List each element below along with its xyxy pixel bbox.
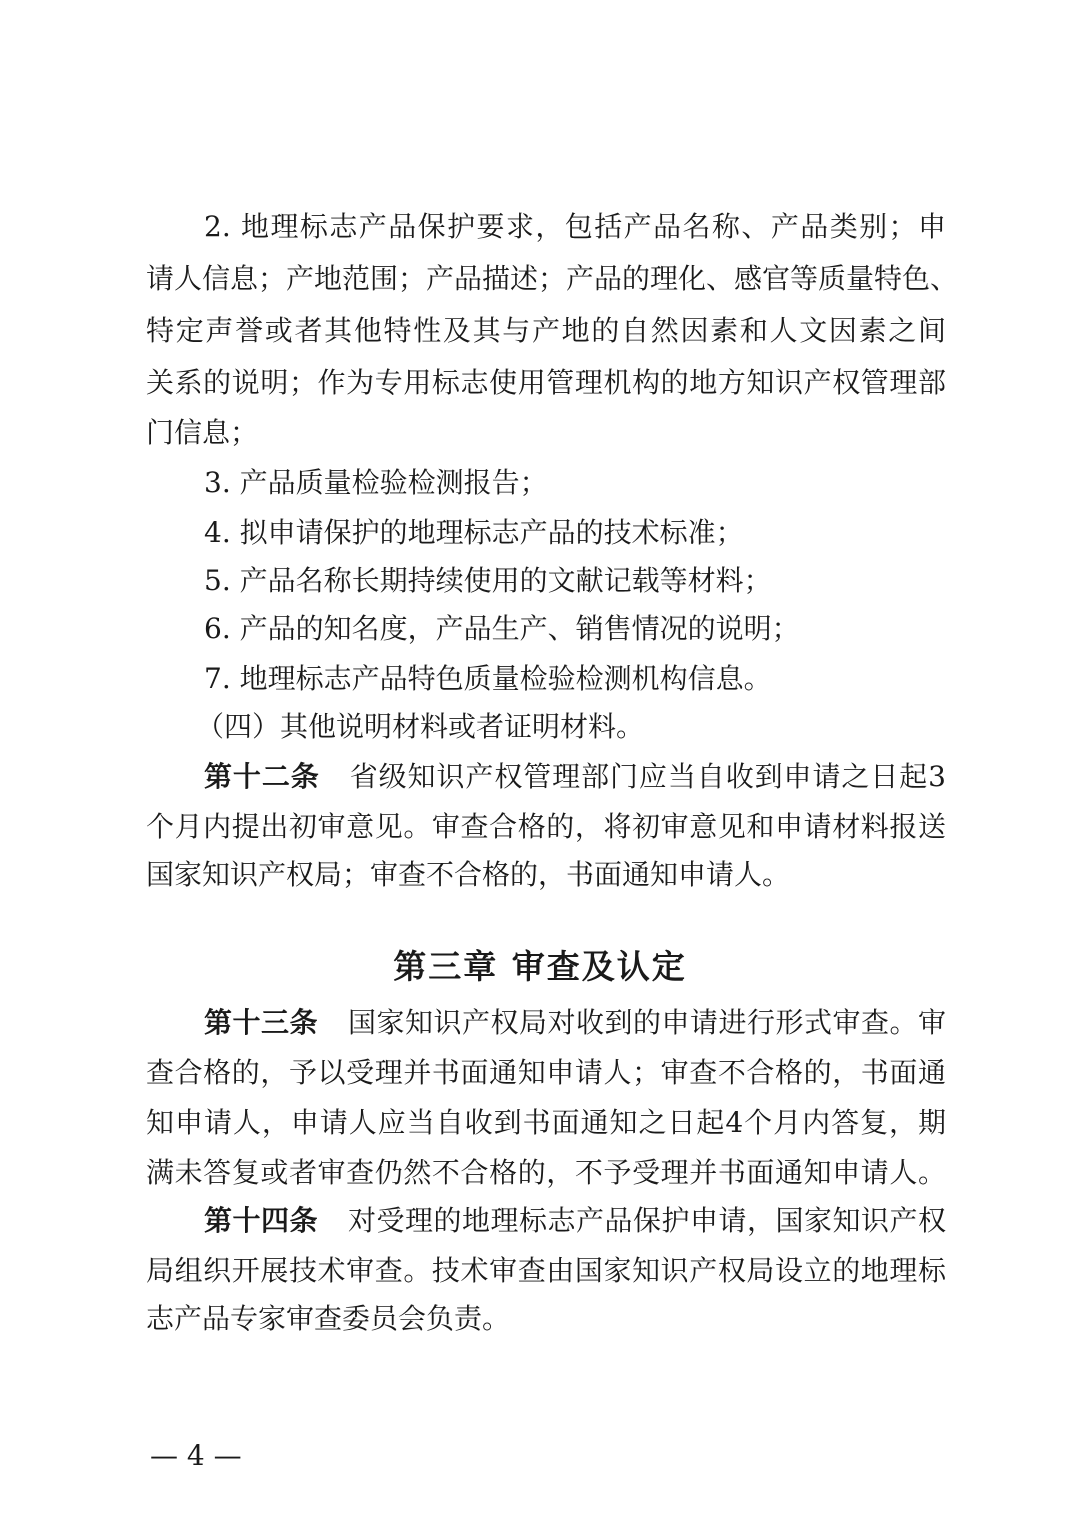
page-number: — 4 — (150, 1439, 242, 1472)
item-2-line-4: 关系的说明；作为专用标志使用管理机构的地方知识产权管理部 (146, 366, 946, 399)
article-14-line-1 (204, 1201, 946, 1241)
article-13-text: 国家知识产权局对收到的申请进行形式审查。审 (348, 1006, 946, 1039)
list-item-5: 5. 产品名称长期持续使用的文献记载等材料； (204, 564, 772, 597)
article-12-line-1 (204, 757, 946, 797)
list-item-7: 7. 地理标志产品特色质量检验检测机构信息。 (204, 662, 772, 695)
article-14-text: 对受理的地理标志产品保护申请，国家知识产权 (348, 1204, 946, 1237)
item-2-line-5: 门信息； (146, 416, 259, 449)
article-14-label: 第十四条 (204, 1204, 318, 1237)
item-2-line-2: 请人信息；产地范围；产品描述；产品的理化、感官等质量特色、 (146, 262, 959, 295)
section-4-line: （四）其他说明材料或者证明材料。 (196, 710, 645, 743)
article-12-line-2: 个月内提出初审意见。审查合格的，将初审意见和申请材料报送 (146, 810, 946, 843)
chapter-3-heading: 第三章 审查及认定 (393, 947, 687, 986)
article-12-text: 省级知识产权管理部门应当自收到申请之日起3 (349, 760, 946, 793)
item-2-line-3: 特定声誉或者其他特性及其与产地的自然因素和人文因素之间 (146, 314, 946, 347)
list-item-6: 6. 产品的知名度，产品生产、销售情况的说明； (204, 612, 800, 645)
article-14-line-3: 志产品专家审查委员会负责。 (146, 1302, 511, 1335)
article-12-line-3: 国家知识产权局；审查不合格的，书面通知申请人。 (146, 858, 791, 891)
article-13-line-3: 知申请人，申请人应当自收到书面通知之日起4个月内答复，期 (146, 1106, 946, 1139)
item-2-line-1: 2. 地理标志产品保护要求，包括产品名称、产品类别；申 (204, 210, 946, 243)
article-13-line-2: 查合格的，予以受理并书面通知申请人；审查不合格的，书面通 (146, 1056, 946, 1089)
article-13-line-4: 满未答复或者审查仍然不合格的，不予受理并书面通知申请人。 (146, 1156, 946, 1189)
list-item-4: 4. 拟申请保护的地理标志产品的技术标准； (204, 516, 744, 549)
list-item-3: 3. 产品质量检验检测报告； (204, 466, 548, 499)
article-13-label: 第十三条 (204, 1006, 318, 1039)
article-14-line-2: 局组织开展技术审查。技术审查由国家知识产权局设立的地理标 (146, 1254, 946, 1287)
article-13-line-1 (204, 1003, 946, 1043)
article-12-label: 第十二条 (204, 760, 320, 793)
